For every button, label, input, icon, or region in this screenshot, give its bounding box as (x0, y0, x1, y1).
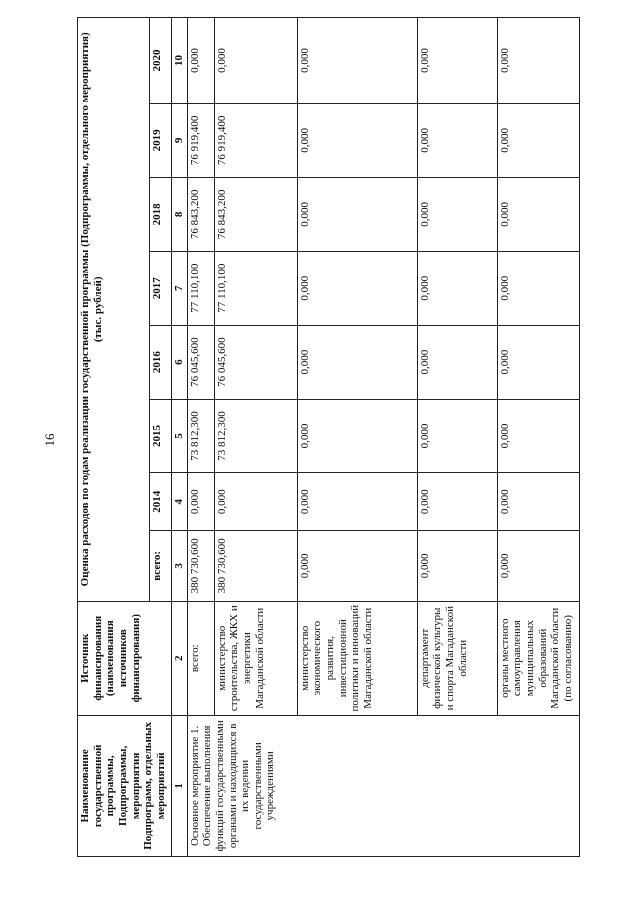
source-cell: министерство экономического развития, инвестиционной политики и инноваций Магаданской области (297, 601, 417, 715)
total-cell: 380 730,600 (187, 531, 214, 602)
value-cell: 0,000 (497, 325, 579, 399)
activity-name: Основное мероприятие 1. Обеспечение выполнения функций государственными органами и находящихся в их ведении государственными учреждениями (187, 715, 579, 856)
value-cell: 0,000 (417, 103, 497, 177)
source-cell: министерство строительства, ЖКХ и энергетики Магаданской области (214, 601, 297, 715)
col-number: 7 (172, 251, 188, 325)
source-cell: департамент физической культуры и спорта Магаданской области (417, 601, 497, 715)
value-cell: 0,000 (417, 18, 497, 104)
value-cell: 0,000 (297, 103, 417, 177)
table-row (187, 18, 214, 857)
header-name: Наименование государственной программы, Подпрограммы, мероприятия Подпрограмм, отдельных мероприятий (78, 715, 172, 856)
value-cell: 73 812,300 (214, 399, 297, 473)
value-cell: 73 812,300 (187, 399, 214, 473)
value-cell: 0,000 (214, 18, 297, 104)
value-cell: 77 110,100 (187, 251, 214, 325)
value-cell: 0,000 (214, 473, 297, 531)
header-estimate: Оценка расходов по годам реализации государственной программы (Подпрограммы, отдельного мероприятия) (тыс. рублей) (78, 18, 150, 602)
value-cell: 0,000 (497, 473, 579, 531)
value-cell: 0,000 (297, 325, 417, 399)
value-cell: 0,000 (497, 399, 579, 473)
col-number: 8 (172, 177, 188, 251)
source-cell: всего: (187, 601, 214, 715)
value-cell: 0,000 (417, 473, 497, 531)
value-cell: 0,000 (417, 399, 497, 473)
value-cell: 0,000 (187, 18, 214, 104)
col-number: 9 (172, 103, 188, 177)
col-number: 4 (172, 473, 188, 531)
page-number: 16 (42, 433, 57, 447)
header-year: 2018 (150, 177, 172, 251)
rotated-table-container (77, 17, 577, 857)
value-cell: 0,000 (497, 103, 579, 177)
col-number: 5 (172, 399, 188, 473)
col-number: 3 (172, 531, 188, 602)
value-cell: 76 919,400 (214, 103, 297, 177)
value-cell: 0,000 (297, 399, 417, 473)
value-cell: 76 843,200 (214, 177, 297, 251)
value-cell: 0,000 (497, 177, 579, 251)
budget-table (77, 17, 580, 857)
value-cell: 76 045,600 (214, 325, 297, 399)
header-source: Источник финансирования (наименования источников финансирования) (78, 601, 172, 715)
value-cell: 0,000 (417, 325, 497, 399)
value-cell: 0,000 (417, 251, 497, 325)
value-cell: 0,000 (497, 251, 579, 325)
total-cell: 0,000 (417, 531, 497, 602)
col-number: 1 (172, 715, 188, 856)
total-cell: 0,000 (297, 531, 417, 602)
col-number: 10 (172, 18, 188, 104)
value-cell: 76 045,600 (187, 325, 214, 399)
total-cell: 0,000 (497, 531, 579, 602)
header-year: 2017 (150, 251, 172, 325)
header-year: 2019 (150, 103, 172, 177)
value-cell: 76 919,400 (187, 103, 214, 177)
value-cell: 0,000 (417, 177, 497, 251)
header-year: 2016 (150, 325, 172, 399)
value-cell: 77 110,100 (214, 251, 297, 325)
value-cell: 76 843,200 (187, 177, 214, 251)
header-year: 2015 (150, 399, 172, 473)
value-cell: 0,000 (297, 473, 417, 531)
header-year: 2014 (150, 473, 172, 531)
value-cell: 0,000 (297, 177, 417, 251)
total-cell: 380 730,600 (214, 531, 297, 602)
value-cell: 0,000 (297, 18, 417, 104)
value-cell: 0,000 (297, 251, 417, 325)
header-year: 2020 (150, 18, 172, 104)
value-cell: 0,000 (497, 18, 579, 104)
header-total: всего: (150, 531, 172, 602)
value-cell: 0,000 (187, 473, 214, 531)
col-number: 6 (172, 325, 188, 399)
source-cell: органы местного самоуправления муниципальных образований Магаданской области (по согласованию) (497, 601, 579, 715)
col-number: 2 (172, 601, 188, 715)
